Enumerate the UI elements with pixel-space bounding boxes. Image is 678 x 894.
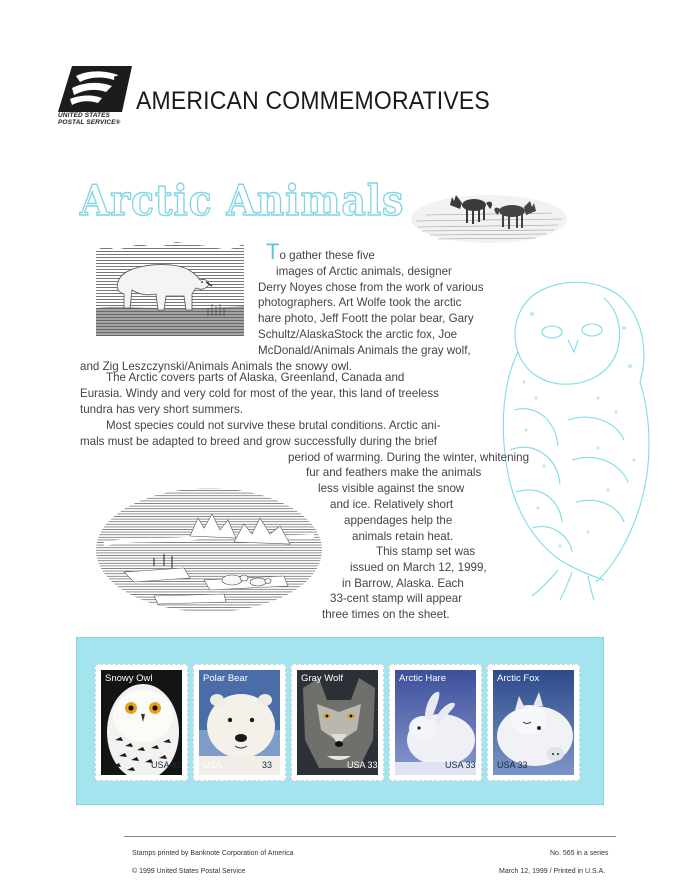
snowy-owl-photo (101, 670, 182, 775)
text-line: mals must be adapted to breed and grow successfully during the brief (80, 434, 438, 448)
text-line: issued on March 12, 1999, (350, 560, 487, 574)
text-line: images of Arctic animals, designer (276, 264, 452, 278)
logo-text-line1: UNITED STATES (58, 112, 110, 119)
logo-text-line2: POSTAL SERVICE® (58, 119, 121, 126)
text-line: Derry Noyes chose from the work of various (258, 280, 484, 294)
text-line: less visible against the snow (318, 482, 465, 496)
dropcap-t: T (266, 239, 280, 264)
text-line: 33-cent stamp will appear (330, 592, 463, 606)
page-header-title: AMERICAN COMMEMORATIVES (136, 87, 490, 115)
text-line: Eurasia. Windy and very cold for most of the year, this land of treeless (80, 386, 439, 400)
paragraph-4 (80, 544, 520, 623)
stamp-label: Snowy Owl (105, 673, 153, 684)
text-line: appendages help the (344, 513, 453, 527)
stamp-label: Polar Bear (203, 673, 248, 684)
text-line: period of warming. During the winter, whitening (288, 450, 530, 464)
stamp-pane (76, 637, 604, 805)
arctic-fox-photo (493, 670, 574, 775)
text-line: animals retain heat. (352, 529, 454, 543)
stamp-value: 33 (261, 760, 272, 770)
footer-printer: Stamps printed by Banknote Corporation of America (132, 850, 294, 857)
paragraph-2 (80, 370, 520, 417)
text-line: and ice. Relatively short (330, 497, 454, 511)
text-line: This stamp set was (376, 545, 476, 558)
stamp-denomination: USA 33 (445, 760, 476, 770)
gray-wolf-photo (297, 670, 378, 775)
text-line: The Arctic covers parts of Alaska, Greenland, Canada and (106, 371, 405, 384)
stamp-usa-text: USA (203, 760, 222, 770)
stamp-snowy-owl (95, 664, 188, 781)
stamp-label: Arctic Hare (399, 673, 446, 684)
text-line: Most species could not survive these brutal conditions. Arctic ani- (106, 419, 441, 432)
stamp-strip (95, 664, 585, 796)
text-line: o gather these five (279, 249, 375, 262)
text-line: in Barrow, Alaska. Each (342, 576, 464, 590)
stamp-polar-bear (193, 664, 286, 781)
text-line: McDonald/Animals Animals the gray wolf, (258, 343, 471, 357)
polar-bear-photo (199, 670, 280, 775)
text-line: three times on the sheet. (322, 608, 450, 622)
paragraph-1 (80, 239, 520, 374)
stamp-gray-wolf (291, 664, 384, 781)
footer-issue-date: March 12, 1999 / Printed in U.S.A. (499, 868, 606, 875)
footer-divider (124, 836, 616, 837)
stamp-denomination: USA 33 (151, 760, 182, 770)
stamp-denomination: USA 33 (497, 760, 528, 770)
stamp-arctic-hare (389, 664, 482, 781)
text-line: and Zig Leszczynski/Animals Animals the snowy owl. (80, 359, 352, 373)
footer-copyright: © 1999 United States Postal Service (132, 868, 246, 875)
text-line: fur and feathers make the animals (306, 466, 482, 480)
stamp-denomination: USA 33 (347, 760, 378, 770)
text-line: hare photo, Jeff Foott the polar bear, Gary (258, 312, 474, 326)
paragraph-3 (80, 418, 530, 544)
wolves-engraving (408, 175, 570, 252)
arctic-animals-title: Arctic Animals (80, 176, 405, 225)
stamp-arctic-fox (487, 664, 580, 781)
arctic-hare-photo (395, 670, 476, 775)
stamp-label: Gray Wolf (301, 673, 344, 684)
text-line: Schultz/AlaskaStock the arctic fox, Joe (258, 327, 458, 341)
footer-series-number: No. 565 in a series (550, 850, 609, 857)
text-line: photographers. Art Wolfe took the arctic (258, 296, 462, 310)
usps-logo-text (58, 112, 148, 126)
text-line: tundra has very short summers. (80, 402, 244, 416)
stamp-label: Arctic Fox (497, 673, 540, 684)
